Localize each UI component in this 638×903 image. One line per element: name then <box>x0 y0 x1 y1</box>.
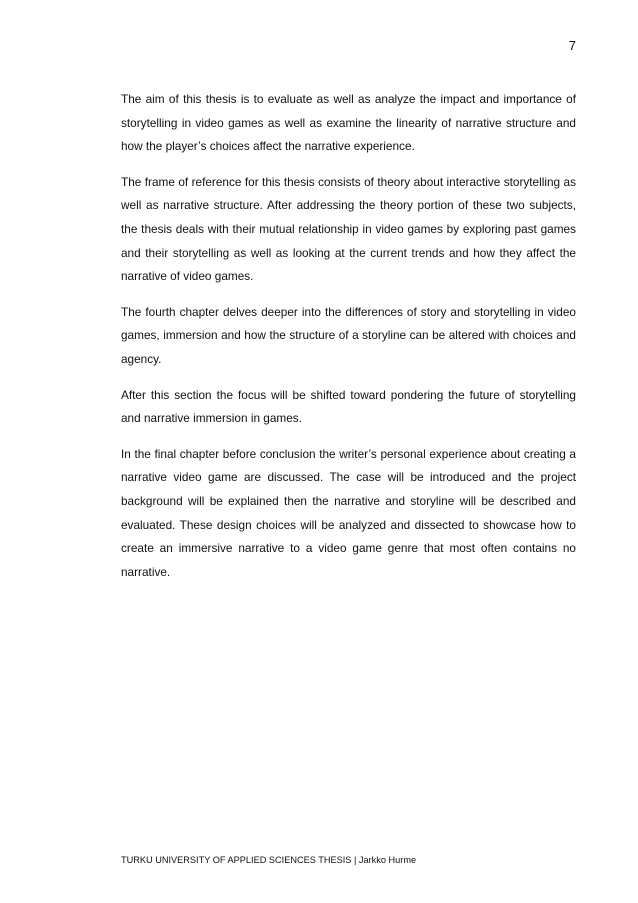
body-text <box>121 88 576 596</box>
paragraph-final-chapter: In the final chapter before conclusion the writer’s personal experience about creating a narrative video game are discussed. The case will be introduced and the project background will be explained then the narrative and storyline will be described and evaluated. These design choices will be analyzed and dissected to showcase how to create an immersive narrative to a video game genre that most often contains no narrative. <box>121 446 576 579</box>
page-footer: TURKU UNIVERSITY OF APPLIED SCIENCES THESIS | Jarkko Hurme <box>121 855 417 865</box>
paragraph-future: After this section the focus will be shifted toward pondering the future of storytelling and narrative immersion in games. <box>121 387 576 426</box>
page-number: 7 <box>568 38 576 53</box>
paragraph-aim: The aim of this thesis is to evaluate as well as analyze the impact and importance of storytelling in video games as well as examine the linearity of narrative structure and how the player’s choices affect the narrative experience. <box>121 92 576 154</box>
paragraph-fourth-chapter: The fourth chapter delves deeper into the differences of story and storytelling in video games, immersion and how the structure of a storyline can be altered with choices and agency. <box>121 304 576 366</box>
paragraph-frame-of-reference: The frame of reference for this thesis consists of theory about interactive storytelling as well as narrative structure. After addressing the theory portion of these two subjects, the thesis deals with their mutual relationship in video games by exploring past games and their storytelling as well as looking at the current trends and how they affect the narrative of video games. <box>121 174 576 284</box>
